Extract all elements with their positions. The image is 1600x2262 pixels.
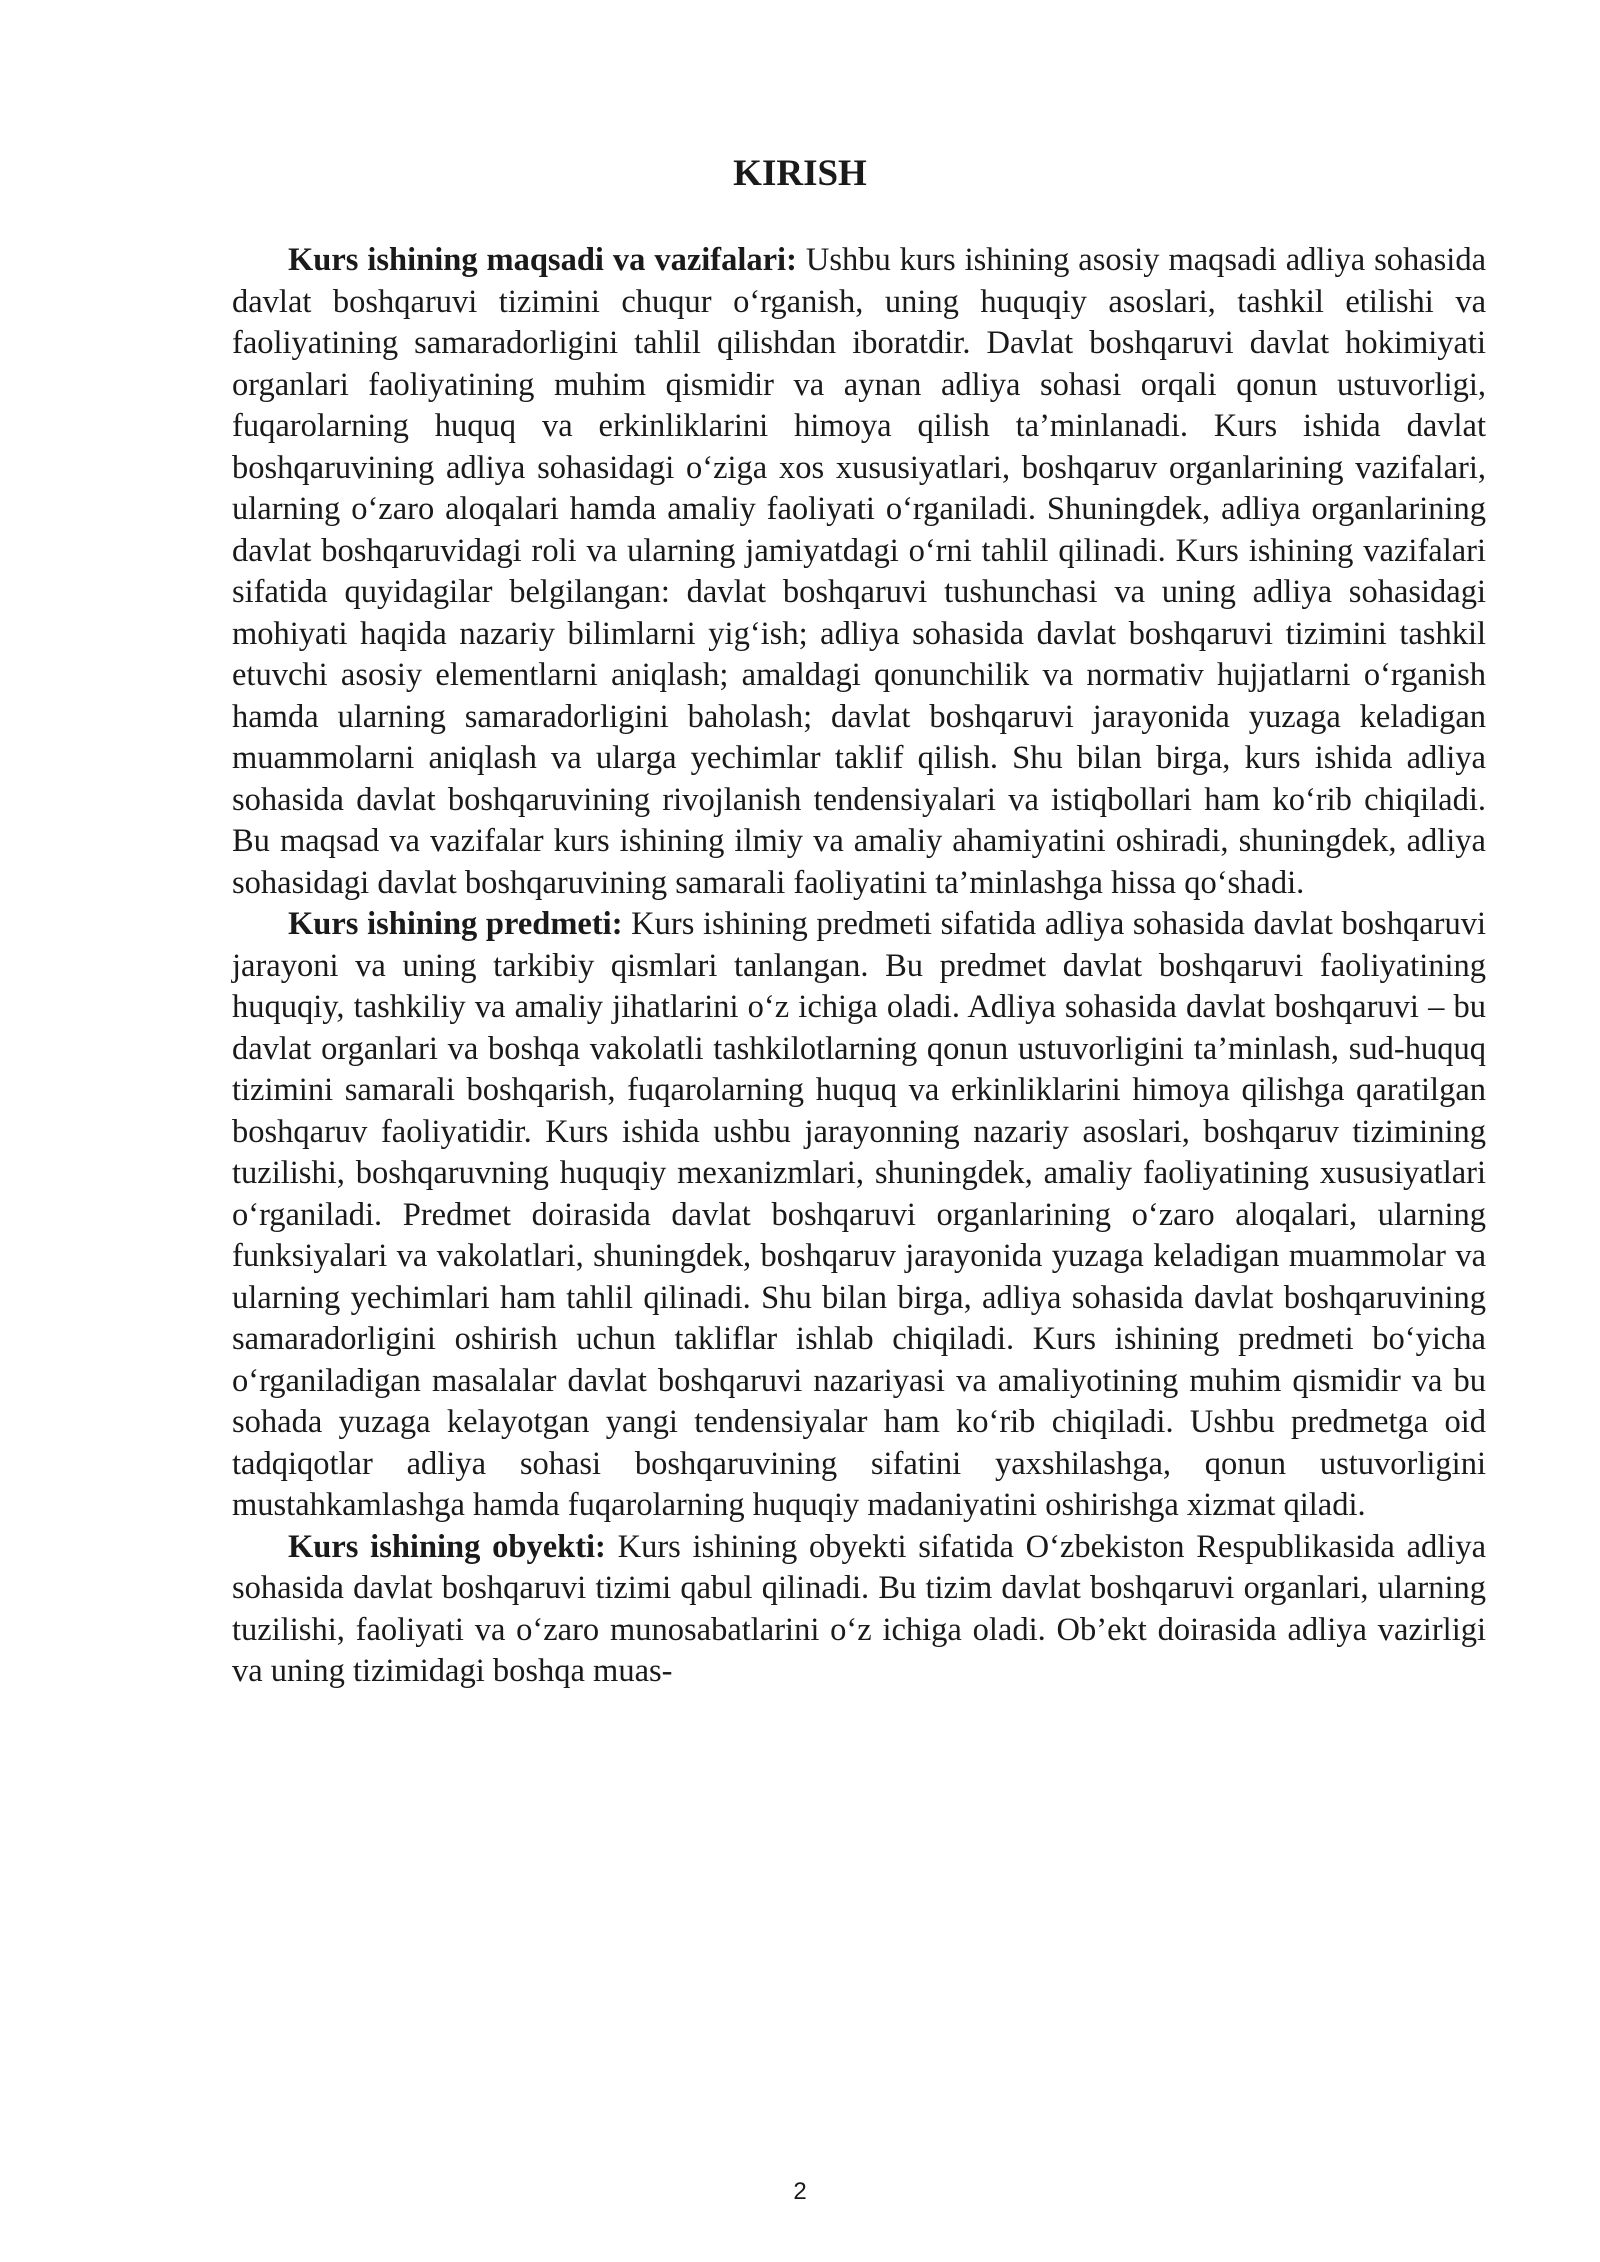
paragraph-lead-subject: Kurs ishining predmeti: <box>288 906 623 942</box>
paragraph-object <box>232 1527 1486 1693</box>
page-number: 2 <box>793 2178 807 2205</box>
paragraph-purpose <box>232 240 1486 904</box>
document-body <box>232 240 1486 1693</box>
paragraph-subject <box>232 904 1486 1527</box>
paragraph-text-subject: Kurs ishining predmeti sifatida adliya sohasida davlat boshqaruvi jarayoni va uning tarkibiy qismlari tanlangan. Bu predmet davlat boshqaruvi faoliyatining huquqiy, tashkiliy va amaliy jihatlarini o‘z ichiga oladi. Adliya sohasida davlat boshqaruvi – bu davlat organlari va boshqa vakolatli tashkilotlarning qonun ustuvorligini ta’minlash, sud-huquq tizimini samarali boshqarish, fuqarolarning huquq va erkinliklarini himoya qilishga qaratilgan boshqaruv faoliyatidir. Kurs ishida ushbu jarayonning nazariy asoslari, boshqaruv tizimining tuzilishi, boshqaruvning huquqiy mexanizmlari, shuningdek, amaliy faoliyatining xususiyatlari o‘rganiladi. Predmet doirasida davlat boshqaruvi organlarining o‘zaro aloqalari, ularning funksiyalari va vakolatlari, shuningdek, boshqaruv jarayonida yuzaga keladigan muammolar va ularning yechimlari ham tahlil qilinadi. Shu bilan birga, adliya sohasida davlat boshqaruvining samaradorligini oshirish uchun takliflar ishlab chiqiladi. Kurs ishining predmeti bo‘yicha o‘rganiladigan masalalar davlat boshqaruvi nazariyasi va amaliyotining muhim qismidir va bu sohada yuzaga kelayotgan yangi tendensiyalar ham ko‘rib chiqiladi. Ushbu predmetga oid tadqiqotlar adliya sohasi boshqaruvining sifatini yaxshilashga, qonun ustuvorligini mustahkamlashga hamda fuqarolarning huquqiy madaniyatini oshirishga xizmat qiladi. <box>232 906 1486 1523</box>
paragraph-text-purpose: Ushbu kurs ishining asosiy maqsadi adliya sohasida davlat boshqaruvi tizimini chuqur o‘rganish, uning huquqiy asoslari, tashkil etilishi va faoliyatining samaradorligini tahlil qilishdan iboratdir. Davlat boshqaruvi davlat hokimiyati organlari faoliyatining muhim qismidir va aynan adliya sohasi orqali qonun ustuvorligi, fuqarolarning huquq va erkinliklarini himoya qilish ta’minlanadi. Kurs ishida davlat boshqaruvining adliya sohasidagi o‘ziga xos xususiyatlari, boshqaruv organlarining vazifalari, ularning o‘zaro aloqalari hamda amaliy faoliyati o‘rganiladi. Shuningdek, adliya organlarining davlat boshqaruvidagi roli va ularning jamiyatdagi o‘rni tahlil qilinadi. Kurs ishining vazifalari sifatida quyidagilar belgilangan: davlat boshqaruvi tushunchasi va uning adliya sohasidagi mohiyati haqida nazariy bilimlarni yig‘ish; adliya sohasida davlat boshqaruvi tizimini tashkil etuvchi asosiy elementlarni aniqlash; amaldagi qonunchilik va normativ hujjatlarni o‘rganish hamda ularning samaradorligini baholash; davlat boshqaruvi jarayonida yuzaga keladigan muammolarni aniqlash va ularga yechimlar taklif qilish. Shu bilan birga, kurs ishida adliya sohasida davlat boshqaruvining rivojlanish tendensiyalari va istiqbollari ham ko‘rib chiqiladi. Bu maqsad va vazifalar kurs ishining ilmiy va amaliy ahamiyatini oshiradi, shuningdek, adliya sohasidagi davlat boshqaruvining samarali faoliyatini ta’minlashga hissa qo‘shadi. <box>232 242 1487 901</box>
paragraph-lead-object: Kurs ishining obyekti: <box>288 1528 606 1565</box>
paragraph-text-object: Kurs ishining obyekti sifatida O‘zbekiston Respublikasida adliya sohasida davlat boshqaruvi tizimi qabul qilinadi. Bu tizim davlat boshqaruvi organlari, ularning tuzilishi, faoliyati va o‘zaro munosabatlarini o‘z ichiga oladi. Ob’ekt doirasida adliya vazirligi va uning tizimidagi boshqa muas- <box>232 1528 1486 1689</box>
paragraph-lead-purpose: Kurs ishining maqsadi va vazifalari: <box>288 242 797 278</box>
page-title: KIRISH <box>733 153 867 194</box>
